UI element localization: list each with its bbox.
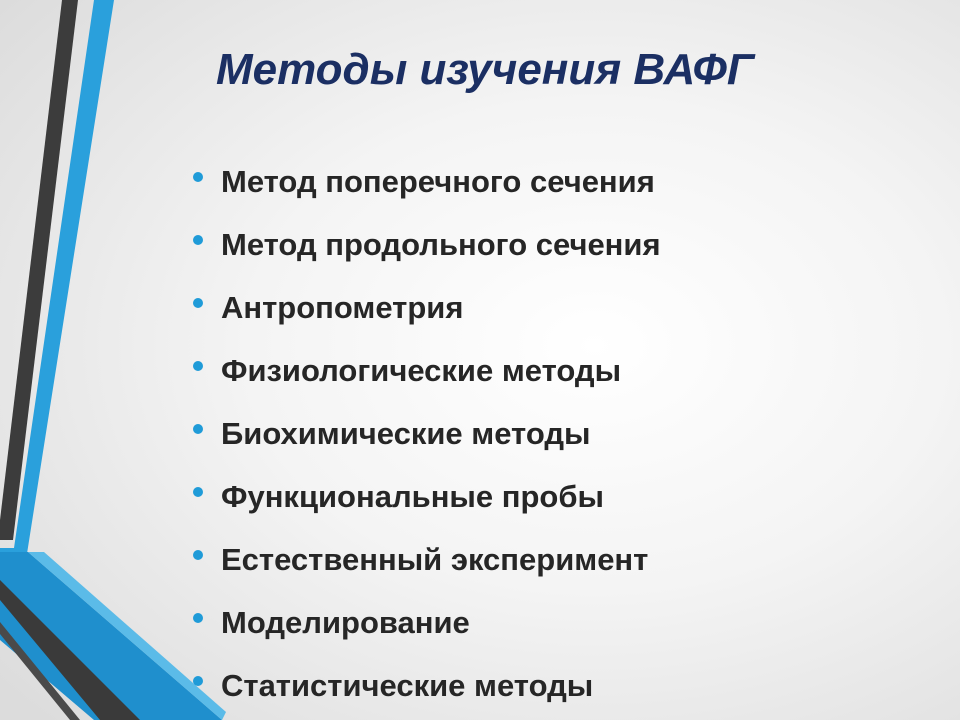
bullet-item [190, 215, 661, 278]
bullet-dot-icon [193, 172, 203, 182]
bullet-dot-icon [193, 298, 203, 308]
bullet-item [190, 404, 661, 467]
bullet-item [190, 152, 661, 215]
bullet-item [190, 467, 661, 530]
bullet-dot-icon [193, 613, 203, 623]
bullet-dot-icon [193, 487, 203, 497]
bullet-text: Моделирование [221, 605, 470, 640]
bullet-text: Антропометрия [221, 290, 464, 325]
bullet-dot-icon [193, 676, 203, 686]
bullet-item [190, 278, 661, 341]
bullet-text: Функциональные пробы [221, 479, 604, 514]
bullet-dot-icon [193, 235, 203, 245]
bullet-text: Метод поперечного сечения [221, 164, 655, 199]
bullet-dot-icon [193, 424, 203, 434]
bullet-text: Физиологические методы [221, 353, 622, 388]
bullet-dot-icon [193, 550, 203, 560]
bullet-text: Естественный эксперимент [221, 542, 649, 577]
bullet-item [190, 530, 661, 593]
slide-title: Методы изучения ВАФГ [216, 45, 754, 94]
bullet-text: Метод продольного сечения [221, 227, 661, 262]
bullet-text: Биохимические методы [221, 416, 591, 451]
bullet-text: Статистические методы [221, 668, 594, 703]
bullet-item [190, 656, 661, 719]
bullet-list [190, 152, 661, 719]
bullet-item [190, 593, 661, 656]
bullet-item [190, 341, 661, 404]
bullet-dot-icon [193, 361, 203, 371]
